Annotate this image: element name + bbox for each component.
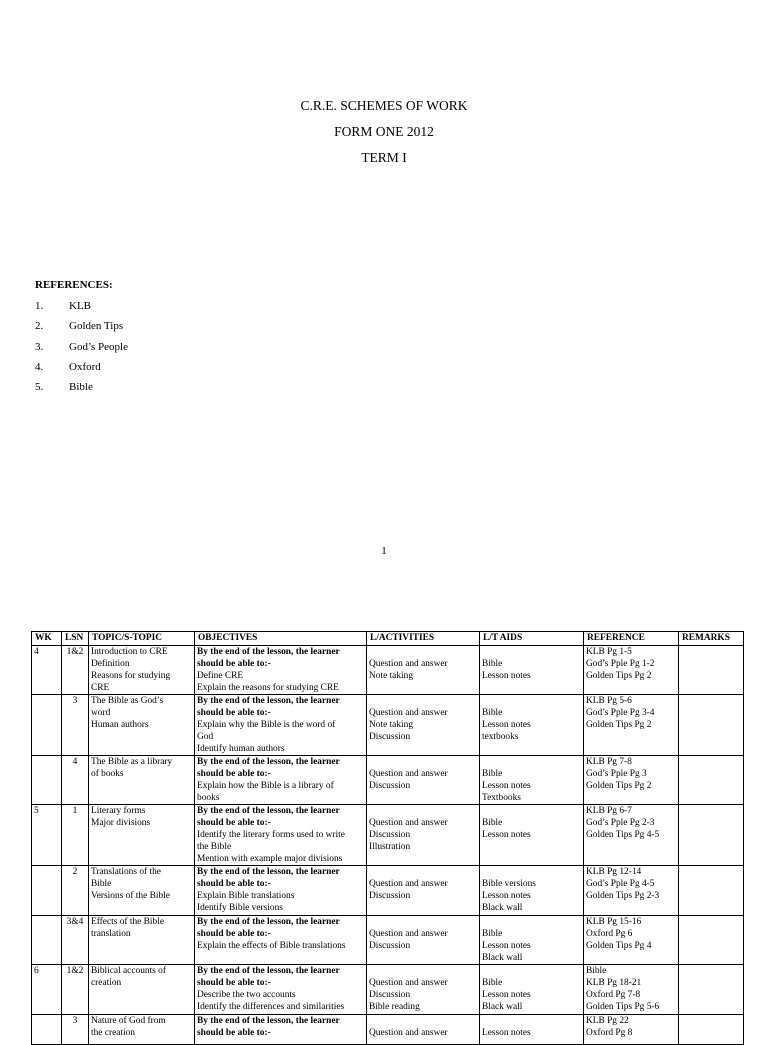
reference-cell bbox=[584, 756, 679, 805]
aids-cell-line: Black wall bbox=[482, 953, 523, 963]
objectives-cell bbox=[195, 805, 367, 866]
objectives-cell-line: should be able to:- bbox=[197, 769, 271, 779]
reference-cell-line: God’s Pple Pg 4-5 bbox=[586, 879, 655, 889]
header-topic: TOPIC/S-TOPIC bbox=[89, 632, 195, 646]
reference-item bbox=[35, 360, 128, 380]
reference-cell-line: KLB Pg 18-21 bbox=[586, 978, 642, 988]
topic-cell bbox=[89, 866, 195, 916]
reference-cell-line: KLB Pg 15-16 bbox=[586, 917, 642, 927]
reference-cell bbox=[584, 916, 679, 965]
objectives-cell-line: By the end of the lesson, the learner bbox=[197, 867, 340, 877]
activities-cell-line: Illustration bbox=[369, 842, 411, 852]
topic-cell-line: Literary forms bbox=[91, 806, 146, 816]
objectives-cell-line: Explain why the Bible is the word of bbox=[197, 720, 336, 730]
reference-cell-line: Golden Tips Pg 2 bbox=[586, 781, 652, 791]
topic-cell-line: Bible bbox=[91, 879, 112, 889]
aids-cell-line: Lesson notes bbox=[482, 830, 531, 840]
aids-cell bbox=[480, 695, 584, 756]
objectives-cell bbox=[195, 756, 367, 805]
objectives-cell bbox=[195, 1015, 367, 1045]
objectives-cell bbox=[195, 916, 367, 965]
activities-cell-line: Question and answer bbox=[369, 978, 448, 988]
aids-cell bbox=[480, 1015, 584, 1045]
reference-cell-line: Golden Tips Pg 2-3 bbox=[586, 891, 660, 901]
reference-number: 3. bbox=[35, 340, 44, 353]
objectives-cell-line: Define CRE bbox=[197, 671, 244, 681]
lesson-cell: 3 bbox=[62, 695, 89, 756]
reference-item bbox=[35, 340, 128, 360]
topic-cell bbox=[89, 695, 195, 756]
aids-cell-line: Lesson notes bbox=[482, 720, 531, 730]
reference-text: Golden Tips bbox=[69, 320, 124, 333]
header-remarks: REMARKS bbox=[679, 632, 744, 646]
topic-cell-line: CRE bbox=[91, 683, 110, 693]
activities-cell-line: Question and answer bbox=[369, 929, 448, 939]
objectives-cell-line: should be able to:- bbox=[197, 818, 271, 828]
week-cell: 5 bbox=[32, 805, 62, 866]
topic-cell bbox=[89, 916, 195, 965]
activities-cell bbox=[367, 1015, 480, 1045]
aids-cell-line: Bible bbox=[482, 659, 503, 669]
topic-cell-line: Definition bbox=[91, 659, 130, 669]
objectives-cell-line: should be able to:- bbox=[197, 1028, 271, 1038]
lesson-cell: 1&2 bbox=[62, 965, 89, 1015]
aids-cell-line: Bible bbox=[482, 929, 503, 939]
reference-cell-line: KLB Pg 12-14 bbox=[586, 867, 642, 877]
topic-cell-line: Translations of the bbox=[91, 867, 161, 877]
activities-cell bbox=[367, 866, 480, 916]
reference-cell bbox=[584, 866, 679, 916]
objectives-cell-line: By the end of the lesson, the learner bbox=[197, 806, 340, 816]
objectives-cell-line: By the end of the lesson, the learner bbox=[197, 1016, 340, 1026]
objectives-cell-line: should be able to:- bbox=[197, 978, 271, 988]
activities-cell-line: Discussion bbox=[369, 732, 411, 742]
reference-number: 5. bbox=[35, 381, 44, 394]
aids-cell-line: Lesson notes bbox=[482, 941, 531, 951]
activities-cell-line: Discussion bbox=[369, 830, 411, 840]
activities-cell bbox=[367, 695, 480, 756]
aids-cell-line: Bible bbox=[482, 978, 503, 988]
topic-cell-line: word bbox=[91, 708, 111, 718]
table-row bbox=[32, 805, 744, 866]
reference-cell-line: KLB Pg 22 bbox=[586, 1016, 629, 1026]
topic-cell-line: translation bbox=[91, 929, 131, 939]
lesson-cell: 1 bbox=[62, 805, 89, 866]
topic-cell bbox=[89, 646, 195, 695]
activities-cell-line: Question and answer bbox=[369, 1028, 448, 1038]
objectives-cell bbox=[195, 646, 367, 695]
aids-cell bbox=[480, 916, 584, 965]
objectives-cell-line: Explain the reasons for studying CRE bbox=[197, 683, 339, 693]
objectives-cell-line: God bbox=[197, 732, 214, 742]
topic-cell bbox=[89, 1015, 195, 1045]
objectives-cell-line: Explain how the Bible is a library of bbox=[197, 781, 334, 791]
reference-number: 2. bbox=[35, 320, 44, 333]
activities-cell bbox=[367, 916, 480, 965]
table-row bbox=[32, 965, 744, 1015]
remarks-cell bbox=[679, 916, 744, 965]
week-cell: 6 bbox=[32, 965, 62, 1015]
activities-cell bbox=[367, 805, 480, 866]
objectives-cell-line: should be able to:- bbox=[197, 708, 271, 718]
page-number: 1 bbox=[381, 545, 387, 557]
reference-cell bbox=[584, 805, 679, 866]
header-activities: L/ACTIVITIES bbox=[367, 632, 480, 646]
title-line-1: C.R.E. SCHEMES OF WORK bbox=[300, 98, 468, 113]
reference-text: Oxford bbox=[69, 360, 101, 373]
reference-cell-line: Golden Tips Pg 5-6 bbox=[586, 1002, 660, 1012]
aids-cell bbox=[480, 965, 584, 1015]
week-cell bbox=[32, 866, 62, 916]
reference-item bbox=[35, 319, 128, 339]
reference-cell bbox=[584, 646, 679, 695]
objectives-cell-line: Explain Bible translations bbox=[197, 891, 295, 901]
objectives-cell-line: By the end of the lesson, the learner bbox=[197, 966, 340, 976]
topic-cell-line: creation bbox=[91, 978, 122, 988]
reference-cell-line: KLB Pg 7-8 bbox=[586, 757, 632, 767]
activities-cell-line: Note taking bbox=[369, 671, 414, 681]
objectives-cell-line: Identify human authors bbox=[197, 744, 285, 754]
table-row bbox=[32, 646, 744, 695]
aids-cell bbox=[480, 646, 584, 695]
reference-cell-line: God’s Pple Pg 3-4 bbox=[586, 708, 655, 718]
title-line-2: FORM ONE 2012 bbox=[334, 124, 434, 139]
week-cell bbox=[32, 1015, 62, 1045]
header-lsn: LSN bbox=[62, 632, 89, 646]
aids-cell-line: Black wall bbox=[482, 1002, 523, 1012]
table-body bbox=[32, 646, 744, 1045]
aids-cell-line: Lesson notes bbox=[482, 990, 531, 1000]
reference-number: 4. bbox=[35, 360, 44, 373]
activities-cell-line: Question and answer bbox=[369, 879, 448, 889]
activities-cell bbox=[367, 646, 480, 695]
activities-cell-line: Discussion bbox=[369, 891, 411, 901]
topic-cell bbox=[89, 805, 195, 866]
objectives-cell-line: Explain the effects of Bible translations bbox=[197, 941, 346, 951]
reference-cell-line: KLB Pg 1-5 bbox=[586, 647, 632, 657]
references-list bbox=[35, 299, 128, 400]
aids-cell-line: Black wall bbox=[482, 903, 523, 913]
remarks-cell bbox=[679, 866, 744, 916]
objectives-cell-line: should be able to:- bbox=[197, 659, 271, 669]
topic-cell-line: of books bbox=[91, 769, 124, 779]
remarks-cell bbox=[679, 805, 744, 866]
remarks-cell bbox=[679, 695, 744, 756]
aids-cell-line: Lesson notes bbox=[482, 781, 531, 791]
reference-cell-line: Golden Tips Pg 2 bbox=[586, 671, 652, 681]
reference-cell bbox=[584, 695, 679, 756]
topic-cell-line: The Bible as God’s bbox=[91, 696, 164, 706]
reference-item bbox=[35, 380, 128, 400]
header-wk: WK bbox=[32, 632, 62, 646]
objectives-cell-line: Identify the literary forms used to write bbox=[197, 830, 345, 840]
topic-cell-line: Nature of God from bbox=[91, 1016, 166, 1026]
topic-cell bbox=[89, 756, 195, 805]
objectives-cell-line: By the end of the lesson, the learner bbox=[197, 757, 340, 767]
objectives-cell bbox=[195, 965, 367, 1015]
table-row bbox=[32, 756, 744, 805]
reference-cell-line: God’s Pple Pg 1-2 bbox=[586, 659, 655, 669]
aids-cell-line: Bible bbox=[482, 818, 503, 828]
table-row bbox=[32, 866, 744, 916]
activities-cell-line: Discussion bbox=[369, 990, 411, 1000]
objectives-cell-line: the Bible bbox=[197, 842, 232, 852]
lesson-cell: 3&4 bbox=[62, 916, 89, 965]
activities-cell-line: Question and answer bbox=[369, 708, 448, 718]
activities-cell bbox=[367, 965, 480, 1015]
remarks-cell bbox=[679, 965, 744, 1015]
aids-cell-line: Lesson notes bbox=[482, 671, 531, 681]
aids-cell-line: Bible bbox=[482, 769, 503, 779]
activities-cell-line: Bible reading bbox=[369, 1002, 420, 1012]
topic-cell-line: Major divisions bbox=[91, 818, 151, 828]
reference-cell-line: Oxford Pg 6 bbox=[586, 929, 633, 939]
remarks-cell bbox=[679, 1015, 744, 1045]
week-cell bbox=[32, 695, 62, 756]
topic-cell-line: Introduction to CRE bbox=[91, 647, 168, 657]
topic-cell-line: Human authors bbox=[91, 720, 149, 730]
references-heading: REFERENCES: bbox=[35, 279, 113, 291]
aids-cell-line: Textbooks bbox=[482, 793, 521, 803]
aids-cell-line: Bible bbox=[482, 708, 503, 718]
reference-cell-line: God’s Pple Pg 2-3 bbox=[586, 818, 655, 828]
reference-cell-line: Golden Tips Pg 4 bbox=[586, 941, 652, 951]
header-aids: L/T AIDS bbox=[480, 632, 584, 646]
objectives-cell-line: should be able to:- bbox=[197, 929, 271, 939]
table-row bbox=[32, 695, 744, 756]
aids-cell bbox=[480, 756, 584, 805]
reference-cell-line: Golden Tips Pg 2 bbox=[586, 720, 652, 730]
week-cell bbox=[32, 756, 62, 805]
topic-cell-line: The Bible as a library bbox=[91, 757, 173, 767]
objectives-cell-line: By the end of the lesson, the learner bbox=[197, 696, 340, 706]
aids-cell-line: textbooks bbox=[482, 732, 519, 742]
title-line-3: TERM I bbox=[361, 150, 407, 165]
reference-item bbox=[35, 299, 128, 319]
header-objectives: OBJECTIVES bbox=[195, 632, 367, 646]
objectives-cell-line: Identify Bible versions bbox=[197, 903, 283, 913]
activities-cell-line: Question and answer bbox=[369, 769, 448, 779]
reference-cell bbox=[584, 965, 679, 1015]
reference-text: Bible bbox=[69, 381, 93, 394]
objectives-cell-line: Identify the differences and similarities bbox=[197, 1002, 345, 1012]
aids-cell bbox=[480, 805, 584, 866]
topic-cell-line: Versions of the Bible bbox=[91, 891, 170, 901]
table-row bbox=[32, 916, 744, 965]
lesson-cell: 3 bbox=[62, 1015, 89, 1045]
reference-cell-line: KLB Pg 6-7 bbox=[586, 806, 632, 816]
reference-cell-line: Bible bbox=[586, 966, 607, 976]
objectives-cell bbox=[195, 866, 367, 916]
reference-number: 1. bbox=[35, 300, 44, 312]
activities-cell-line: Discussion bbox=[369, 781, 411, 791]
week-cell bbox=[32, 916, 62, 965]
reference-cell bbox=[584, 1015, 679, 1045]
remarks-cell bbox=[679, 756, 744, 805]
reference-cell-line: Oxford Pg 8 bbox=[586, 1028, 633, 1038]
aids-cell-line: Lesson notes bbox=[482, 1028, 531, 1038]
week-cell: 4 bbox=[32, 646, 62, 695]
reference-cell-line: God’s Pple Pg 3 bbox=[586, 769, 647, 779]
reference-cell-line: Oxford Pg 7-8 bbox=[586, 990, 641, 1000]
objectives-cell-line: Mention with example major divisions bbox=[197, 854, 343, 864]
table-row bbox=[32, 1015, 744, 1045]
topic-cell-line: the creation bbox=[91, 1028, 135, 1038]
topic-cell bbox=[89, 965, 195, 1015]
objectives-cell-line: books bbox=[197, 793, 220, 803]
document-title bbox=[0, 93, 768, 171]
reference-text: KLB bbox=[69, 300, 91, 312]
remarks-cell bbox=[679, 646, 744, 695]
lesson-cell: 2 bbox=[62, 866, 89, 916]
reference-text: God’s People bbox=[69, 340, 128, 353]
objectives-cell-line: By the end of the lesson, the learner bbox=[197, 917, 340, 927]
topic-cell-line: Reasons for studying bbox=[91, 671, 171, 681]
aids-cell bbox=[480, 866, 584, 916]
aids-cell-line: Lesson notes bbox=[482, 891, 531, 901]
table-header-row bbox=[32, 632, 744, 646]
aids-cell-line: Bible versions bbox=[482, 879, 536, 889]
reference-cell-line: KLB Pg 5-6 bbox=[586, 696, 632, 706]
objectives-cell-line: Describe the two accounts bbox=[197, 990, 296, 1000]
objectives-cell bbox=[195, 695, 367, 756]
schemes-of-work-table bbox=[31, 631, 744, 1045]
activities-cell-line: Note taking bbox=[369, 720, 414, 730]
activities-cell-line: Question and answer bbox=[369, 818, 448, 828]
lesson-cell: 1&2 bbox=[62, 646, 89, 695]
reference-cell-line: Golden Tips Pg 4-5 bbox=[586, 830, 660, 840]
activities-cell-line: Discussion bbox=[369, 941, 411, 951]
objectives-cell-line: By the end of the lesson, the learner bbox=[197, 647, 340, 657]
lesson-cell: 4 bbox=[62, 756, 89, 805]
header-reference: REFERENCE bbox=[584, 632, 679, 646]
topic-cell-line: Effects of the Bible bbox=[91, 917, 164, 927]
objectives-cell-line: should be able to:- bbox=[197, 879, 271, 889]
activities-cell bbox=[367, 756, 480, 805]
activities-cell-line: Question and answer bbox=[369, 659, 448, 669]
topic-cell-line: Biblical accounts of bbox=[91, 966, 166, 976]
